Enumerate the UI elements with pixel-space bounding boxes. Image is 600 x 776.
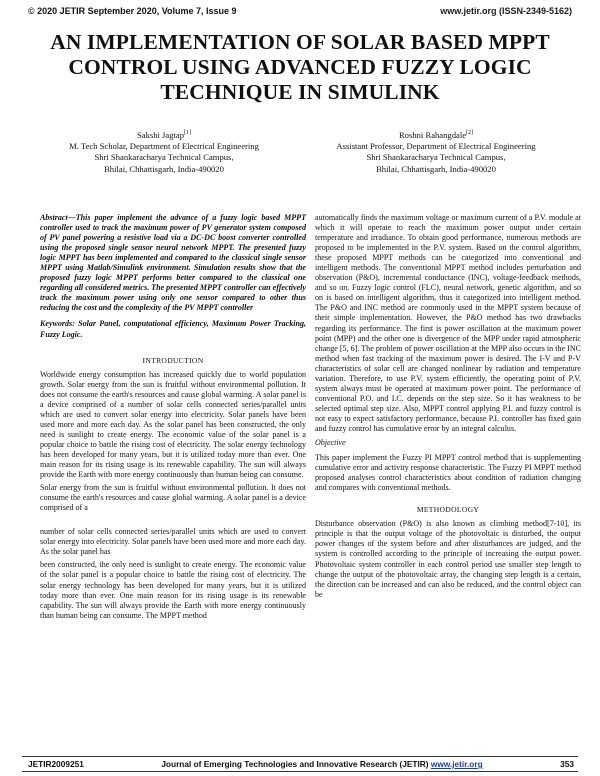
paper-title: AN IMPLEMENTATION OF SOLAR BASED MPPT CONTROL USING ADVANCED FUZZY LOGIC TECHNIQUE IN SIMULINK — [50, 30, 550, 104]
paragraph-gap — [40, 516, 306, 527]
intro-paragraph: been constructed, the only need is sunlight to create energy. The economic value of the solar panel is a popular choice to battle the rising cost of electricity. The solar energy technology has been developed for many years, but it is utilized today more than ever. One main reason for its rising usage is its renewable capability. The sun will always provide the Earth with more energy continuously than human being can consume. The MPPT method — [40, 560, 306, 620]
author-2-location: Bhilai, Chhattisgarh, India-490020 — [376, 163, 496, 174]
author-1-role: M. Tech Scholar, Department of Electrical Engineering — [69, 141, 259, 152]
objective-paragraph: This paper implement the Fuzzy PI MPPT control method that is supplementing cumulative error and activity response characteristic. The Fuzzy PI MPPT method proposed analyses control characteristics about condition of radiation changing and compares with conventional methods. — [315, 453, 581, 493]
mppt-paragraph: automatically finds the maximum voltage or maximum current of a P.V. module at which it will operate to reach the maximum power output under certain temperature and irradiance. To obtain good performance, numerous methods are proposed to be implemented in the P.V. system. Based on the control algorithm, these proposed MPPT methods can be categorized into conventional and intelligent methods. The conventional MPPT method includes perturbation and observation (P&O), incremental conductance (INC), voltage-feedback methods, and so on. Fuzzy logic control (FLC), neural network, genetic algorithm, and so on is based on intelligent algorithm, thus it categorized into intelligent method. The P&O and INC method are commonly used in the MPPT system because of their simple implementation. However, the P&O method has two drawbacks regarding its performance. The first is power oscillation at the maximum power point (MPP) and the other one is divergence of the MPP under rapid atmospheric change [5, 6]. The problem of power oscillation at the MPP also occurs in the INC method when fast tracking of the maximum power is desired. The I-V and P-V characteristics of solar cell are changed nonlinear by radiation and temperature variation. Therefore, to use P.V. system efficiently, the operating point of P.V. system always must be operated at maximum power point. The performance of conventional P.O. and I.C. depends on the step size. So it has weakness to be selected optimal step size. Also, MPPT control applying P.I. and fuzzy control is not easy to expect satisfactory performance, because P.I. controller has fixed gain and fuzzy control has cumulative error by an integral calculus. — [315, 213, 581, 433]
author-block — [28, 130, 572, 178]
author-1-ref: [1] — [184, 130, 192, 137]
author-1-name: Sakshi Jagtap — [136, 130, 185, 140]
author-1-institution: Shri Shankaracharya Technical Campus, — [94, 152, 234, 163]
abstract: Abstract—This paper implement the advance of a fuzzy logic based MPPT controller used to track the maximum power of PV generator system composed of PV panel powering a resistive load via a DC-DC boost converter controlled using the proposed single sensor neural network MPPT. The presented fuzzy logic MPPT has been implemented and compared to the classical single sensor MPPT using Matlab/Simulink environment. Simulation results show that the proposed fuzzy logic MPPT performs better compared to the classical one regarding all considered metrics. The presented MPPT controller can effectively track the maximum power using only one sensor compared to other thus reducing the cost and the complexity of the PV MPPT controller — [40, 213, 306, 313]
introduction-heading: INTRODUCTION — [142, 355, 204, 365]
footer-paper-id: JETIR2009251 — [28, 759, 84, 769]
footer-journal — [84, 759, 560, 769]
methodology-paragraph: Disturbance observation (P&O) is also known as climbing method[7-10], its principle is that the output voltage of the photovoltaic is disturbed, the output power changes of the system before and after disturbances are judged, and the system is controlled according to the principle of increasing the output power. Photovoltaic system controller in each control period use smaller step length to change the output of the photovoltaic array, the changing step length is a certain, the direction can be increased and can also be reduced, and the control object can be — [315, 519, 581, 599]
author-2-institution: Shri Shankaracharya Technical Campus, — [366, 152, 506, 163]
footer-journal-link[interactable]: www.jetir.org — [430, 759, 483, 769]
methodology-heading: METHODOLOGY — [416, 505, 480, 515]
author-1-location: Bhilai, Chhattisgarh, India-490020 — [104, 163, 224, 174]
intro-paragraph: number of solar cells connected series/parallel units which are used to convert solar energy into electricity. Solar panels have been used more and more each day. As the solar panel has — [40, 527, 306, 557]
left-column — [40, 213, 306, 624]
keywords: Keywords: Solar Panel, computational efficiency, Maximum Power Tracking, Fuzzy Logic. — [40, 319, 306, 339]
author-2 — [300, 130, 572, 175]
intro-paragraph: Solar energy from the sun is fruitful without environmental pollution. It does not consume the earth's resources and cause global warming. A solar panel is a device comprised of a — [40, 483, 306, 513]
author-1 — [28, 130, 300, 175]
page-footer — [22, 756, 578, 772]
header-citation: © 2020 JETIR September 2020, Volume 7, Issue 9 — [28, 6, 237, 16]
page-header — [28, 6, 572, 16]
header-url[interactable]: www.jetir.org (ISSN-2349-5162) — [440, 6, 572, 16]
intro-paragraph: Worldwide energy consumption has increased quickly due to world population growth. Solar energy from the sun is fruitful without environmental pollution. It does not consume the earth's resources and cause global warming. A solar panel is a device comprised of a number of solar cells connected series/parallel units which are used to convert solar energy into electricity. Solar panels have been used more and more each day. As the solar panel has been constructed, the only need is sunlight to create energy. The economic value of the solar panel is a popular choice to battle the rising cost of electricity. The solar energy technology has been developed for many years, but it is utilized today more than ever. One main reason for its rising usage is its renewable capability. The sun will always provide the Earth with more energy continuously than human being can consume. — [40, 369, 306, 480]
author-2-ref: [2] — [466, 130, 474, 137]
author-2-role: Assistant Professor, Department of Electrical Engineering — [336, 141, 536, 152]
objective-heading: Objective — [315, 438, 346, 448]
footer-page-number: 353 — [560, 759, 574, 769]
author-2-name: Roshni Rahangdale — [398, 130, 467, 140]
footer-journal-name: Journal of Emerging Technologies and Innovative Research (JETIR) — [161, 759, 429, 769]
right-column — [315, 213, 581, 603]
